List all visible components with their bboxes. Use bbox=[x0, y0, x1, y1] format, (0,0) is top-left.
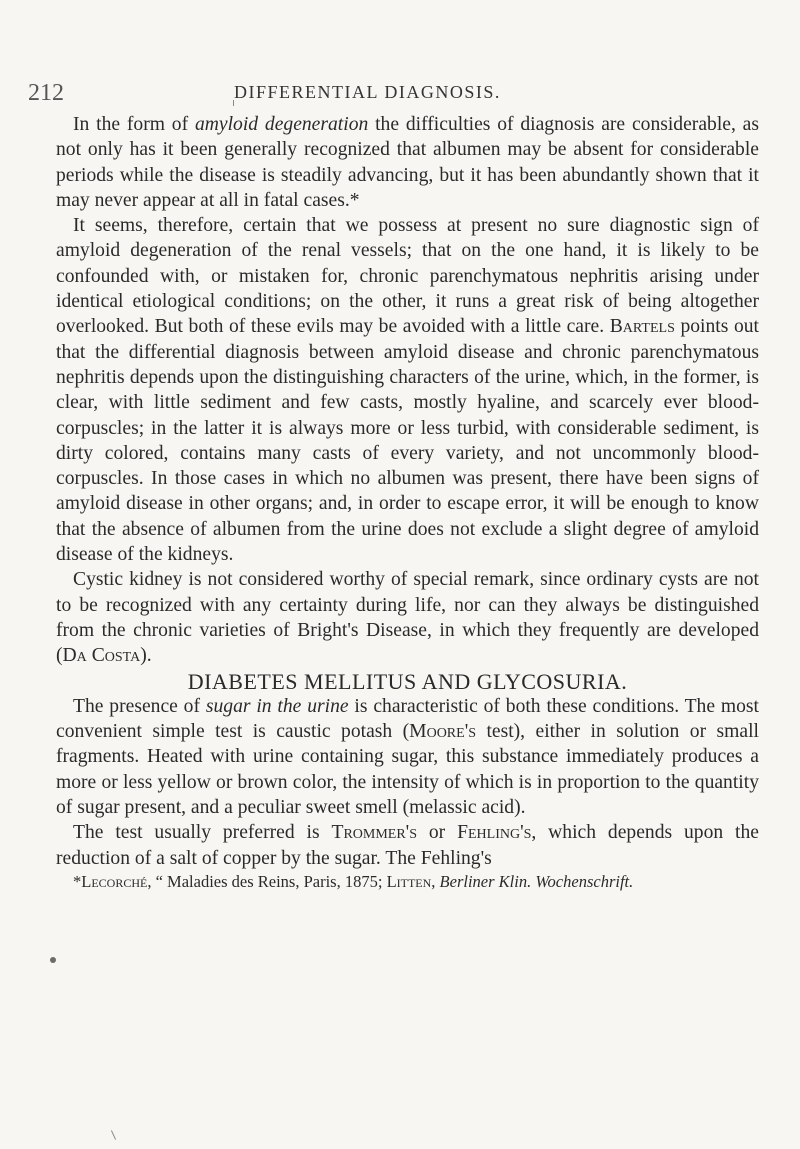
emphasis-sugar-in-urine: sugar in the urine bbox=[205, 695, 349, 717]
footnote-author-lecorche: Lecorché bbox=[81, 871, 148, 891]
paragraph-trommer-test: The test usually preferred is Trommer's or Fehling's, which depends upon the reduction of a salt of copper by the sugar. The Fehling's bbox=[56, 822, 759, 869]
paragraph-diagnostic-sign: It seems, therefore, certain that we possess at present no sure diagnostic sign of amyloid degeneration of the renal vessels; that on the one hand, it is likely to be confounded with, or mistaken for, chronic parenchymatous nephritis arising under identical etiological conditions; on the other, it runs a great risk of being altogether overlooked. But both of these evils may be avoided with a little care. Bartels points out that the differential diagnosis between amyloid disease and chronic parenchymatous nephritis depends upon the distinguishing characters of the urine, which, in the former, is clear, with little sediment and few casts, mostly hyaline, and scarcely ever blood-corpuscles; in the latter it is always more or less turbid, with considerable sediment, is dirty colored, contains many casts of every variety, and not uncommonly blood-corpuscles. In those cases in which no albumen was present, there have been signs of amyloid disease in other organs; and, in order to escape error, it will be enough to know that the absence of albumen from the urine does not exclude a slight degree of amyloid disease of the kidneys. bbox=[56, 215, 759, 566]
paragraph-cystic-kidney: Cystic kidney is not considered worthy of special remark, since ordinary cysts are not to be recognized with any certainty during life, nor can they always be distinguished from the chronic varieties of Bright's Disease, in which they frequently are developed (Da Costa). bbox=[56, 569, 759, 667]
footnote-author-litten: Litten bbox=[386, 871, 432, 891]
print-speck bbox=[233, 100, 234, 106]
footnote: *Lecorché, “ Maladies des Reins, Paris, 1875; Litten, Berliner Klin. Wochenschrift. bbox=[73, 871, 634, 891]
section-heading: DIABETES MELLITUS AND GLYCOSURIA. bbox=[187, 668, 628, 694]
emphasis-amyloid-degeneration: amyloid degeneration bbox=[194, 114, 369, 135]
author-da-costa: Da Costa bbox=[62, 645, 141, 667]
author-fehling: Fehling's bbox=[457, 822, 532, 844]
ink-spot bbox=[50, 957, 56, 963]
paragraph-amyloid: In the form of amyloid degeneration the difficulties of diagnosis are considerable, as not only has it been generally recognized that albumen may be absent for considerable periods while the disease is steadily advancing, but it has been abundantly shown that it may never appear at all in fatal cases.* bbox=[56, 114, 759, 211]
author-bartels: Bartels bbox=[609, 316, 675, 338]
author-trommer: Trommer's bbox=[331, 822, 418, 844]
body-text bbox=[56, 112, 759, 893]
print-speck bbox=[111, 1130, 116, 1139]
author-moore: Moore's bbox=[409, 721, 477, 743]
page-header bbox=[28, 80, 758, 110]
running-title: DIFFERENTIAL DIAGNOSIS. bbox=[234, 82, 501, 102]
page-number: 212 bbox=[28, 80, 64, 106]
footnote-journal: Berliner Klin. Wochenschrift. bbox=[439, 871, 634, 891]
paragraph-sugar-urine: The presence of sugar in the urine is characteristic of both these conditions. The most convenient simple test is caustic potash (Moore's test), either in solution or small fragments. Heated with urine containing sugar, this substance immediately produces a more or less yellow or brown color, the intensity of which is in proportion to the quantity of sugar present, and a peculiar sweet smell (melassic acid). bbox=[56, 695, 759, 819]
